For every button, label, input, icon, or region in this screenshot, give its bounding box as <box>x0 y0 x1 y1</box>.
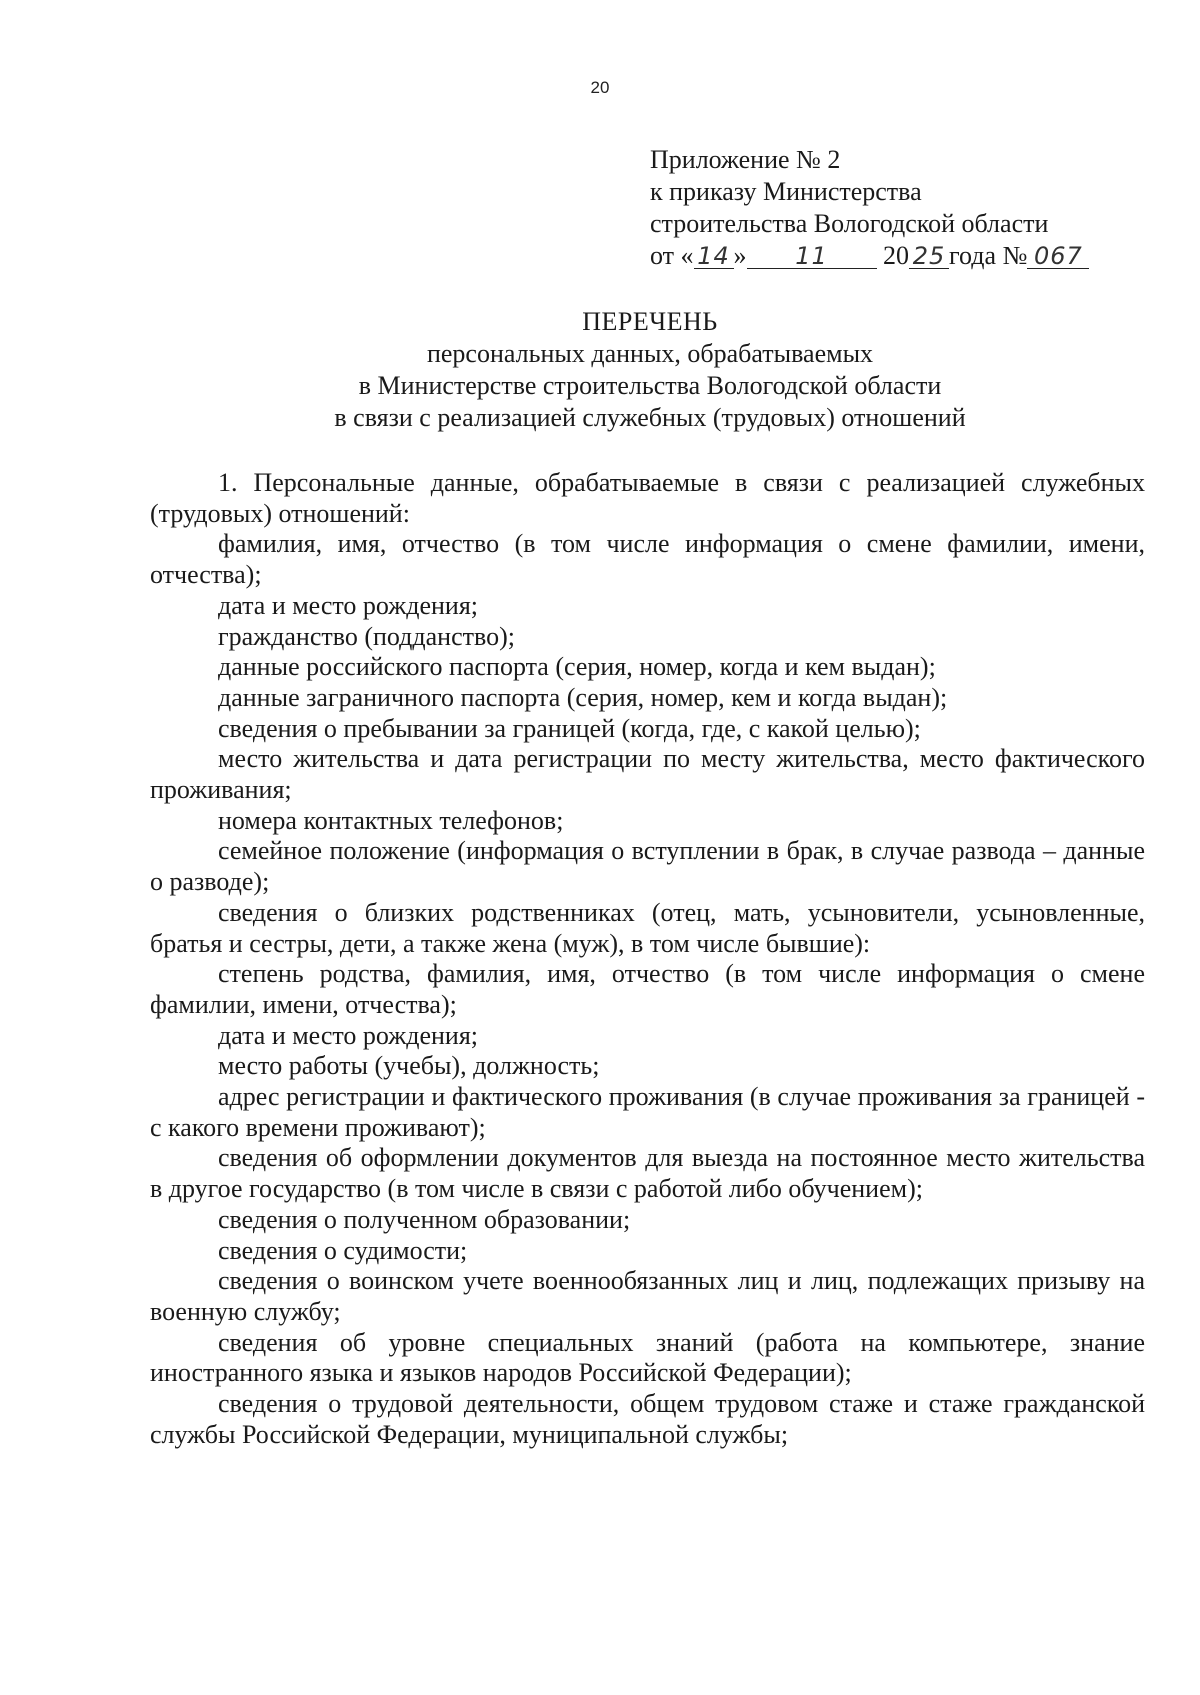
appendix-header <box>650 144 1170 272</box>
paragraph: сведения о пребывании за границей (когда, где, с какой целью); <box>218 713 921 743</box>
document-body <box>150 468 1145 1451</box>
paragraph: номера контактных телефонов; <box>218 805 564 835</box>
paragraph: семейное положение (информация о вступлении в брак, в случае развода – данные о разводе); <box>150 836 1145 897</box>
paragraph: данные заграничного паспорта (серия, номер, кем и когда выдан); <box>218 682 948 712</box>
paragraph: сведения о трудовой деятельности, общем трудовом стаже и стаже гражданской службы Российской Федерации, муниципальной службы; <box>150 1389 1145 1449</box>
paragraph: сведения о воинском учете военнообязанных лиц и лиц, подлежащих призыву на военную службу; <box>150 1266 1145 1326</box>
title-heading: ПЕРЕЧЕНЬ <box>582 307 718 336</box>
paragraph: сведения о полученном образовании; <box>218 1204 631 1234</box>
appendix-title: Приложение № 2 <box>650 145 841 174</box>
handwritten-month: 11 <box>747 244 877 269</box>
paragraph: сведения о судимости; <box>218 1235 468 1265</box>
appendix-order-ref: к приказу Министерства <box>650 177 922 206</box>
title-line-3: в связи с реализацией служебных (трудовых) отношений <box>334 403 966 432</box>
paragraph: сведения об оформлении документов для выезда на постоянное место жительства в другое государство (в том числе в связи с работой либо обучением); <box>150 1143 1145 1204</box>
handwritten-day: 14 <box>694 244 734 269</box>
paragraph: степень родства, фамилия, имя, отчество (в том числе информация о смене фамилии, имени, отчества); <box>150 959 1145 1019</box>
paragraph: место жительства и дата регистрации по месту жительства, место фактического проживания; <box>150 744 1145 805</box>
paragraph: сведения о близких родственниках (отец, мать, усыновители, усыновленные, братья и сестры, дети, а также жена (муж), в том числе бывшие): <box>150 897 1145 958</box>
paragraph: сведения об уровне специальных знаний (работа на компьютере, знание иностранного языка и языков народов Российской Федерации); <box>150 1327 1145 1388</box>
paragraph: дата и место рождения; <box>218 590 479 620</box>
paragraph: фамилия, имя, отчество (в том числе информация о смене фамилии, имени, отчества); <box>150 529 1145 590</box>
paragraph: данные российского паспорта (серия, номер, когда и кем выдан); <box>218 652 936 682</box>
appendix-ministry: строительства Вологодской области <box>650 209 1049 238</box>
year-prefix: 20 <box>883 241 910 270</box>
paragraph: место работы (учебы), должность; <box>218 1051 600 1081</box>
handwritten-year: 25 <box>909 244 949 269</box>
appendix-date-line <box>650 240 1170 272</box>
title-line-1: персональных данных, обрабатываемых <box>426 339 874 368</box>
paragraph: гражданство (подданство); <box>218 621 515 651</box>
title-line-2: в Министерстве строительства Вологодской области <box>358 371 942 400</box>
paragraph: дата и место рождения; <box>218 1020 479 1050</box>
paragraph: адрес регистрации и фактического проживания (в случае проживания за границей - с какого времени проживают); <box>150 1082 1145 1142</box>
handwritten-order-number: 067 <box>1027 244 1089 269</box>
date-quote-close: » <box>733 241 747 270</box>
year-word: года № <box>949 241 1028 270</box>
date-prefix: от « <box>650 241 694 270</box>
paragraph: 1. Персональные данные, обрабатываемые в связи с реализацией служебных (трудовых) отношений: <box>150 468 1145 528</box>
page-number: 20 <box>590 78 610 97</box>
document-title <box>150 306 1150 434</box>
